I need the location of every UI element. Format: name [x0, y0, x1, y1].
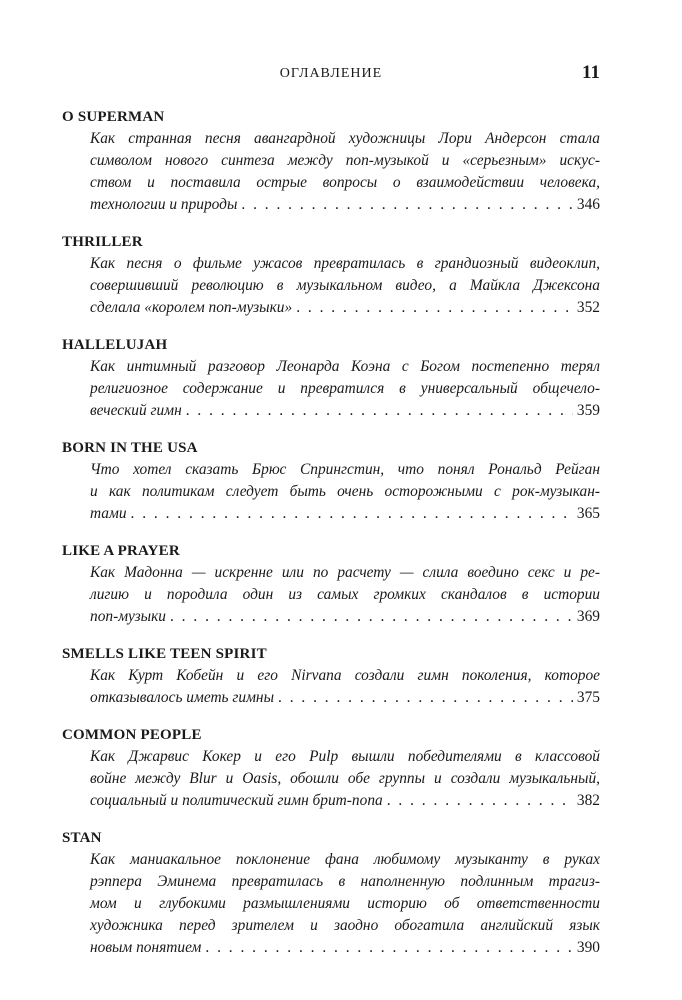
toc-entry-title: STAN — [62, 830, 102, 846]
description-last-line — [90, 194, 600, 216]
description-line: новым понятием — [90, 939, 202, 956]
toc-page-number: 390 — [576, 939, 600, 956]
description-line: войне между Blur и Oasis, обошли обе группы и создали музыкальный, — [90, 770, 600, 787]
toc-entry[interactable] — [62, 724, 600, 812]
toc-page-number: 382 — [576, 792, 600, 809]
toc-entry-title: BORN IN THE USA — [62, 440, 198, 456]
toc-entry-title: O SUPERMAN — [62, 109, 165, 125]
description-last-line — [90, 503, 600, 525]
description-line: мом и глубокими размышлениями историю об ответственности — [90, 895, 600, 912]
description-line: Как странная песня авангардной художницы Лори Андерсон стала — [90, 130, 600, 147]
dot-leader — [296, 297, 573, 319]
description-line: сделала «королем поп-музыки» — [90, 299, 293, 316]
description-line: технологии и природы — [90, 196, 238, 213]
toc-page-number: 365 — [576, 505, 600, 522]
description-line: Как интимный разговор Леонарда Коэна с Богом постепенно терял — [90, 358, 600, 375]
page-number: 11 — [582, 62, 600, 83]
description-line: Как Джарвис Кокер и его Pulp вышли победителями в классовой — [90, 748, 600, 765]
dot-leader — [186, 400, 573, 422]
description-line: ством и поставила острые вопросы о взаимодействии человека, — [90, 174, 600, 191]
description-line: религиозное содержание и превратился в универсальный общечело- — [90, 380, 600, 397]
description-line: символом нового синтеза между поп-музыкой и «серьезным» искус- — [90, 152, 600, 169]
dot-leader — [241, 194, 573, 216]
toc-entry-title: COMMON PEOPLE — [62, 727, 202, 743]
description-line: совершивший революцию в музыкальном видео, а Майкла Джексона — [90, 277, 600, 294]
dot-leader — [278, 687, 573, 709]
description-line: социальный и политический гимн брит-попа — [90, 792, 383, 809]
running-title: ОГЛАВЛЕНИЕ — [279, 66, 383, 81]
toc-entry[interactable] — [62, 106, 600, 216]
description-line: Как маниакальное поклонение фана любимому музыканту в руках — [90, 851, 600, 868]
toc-entry[interactable] — [62, 437, 600, 525]
description-line: отказывалось иметь гимны — [90, 689, 274, 706]
description-line: поп-музыки — [90, 608, 166, 625]
toc-entry-title: SMELLS LIKE TEEN SPIRIT — [62, 646, 267, 662]
description-last-line — [90, 790, 600, 812]
toc-page-number: 359 — [576, 402, 600, 419]
toc-entry-title: HALLELUJAH — [62, 337, 168, 353]
description-line: художника перед зрителем и заодно обогатила английский язык — [90, 917, 600, 934]
dot-leader — [387, 790, 573, 812]
description-line: рэппера Эминема превратилась в наполненную подлинным трагиз- — [90, 873, 600, 890]
description-last-line — [90, 606, 600, 628]
description-last-line — [90, 687, 600, 709]
toc-entry[interactable] — [62, 540, 600, 628]
description-line: и как политикам следует быть очень осторожными с рок-музыкан- — [90, 483, 600, 500]
table-of-contents — [62, 106, 600, 974]
description-last-line — [90, 400, 600, 422]
toc-entry-description — [90, 562, 600, 628]
toc-entry[interactable] — [62, 231, 600, 319]
toc-entry[interactable] — [62, 334, 600, 422]
toc-entry-description — [90, 849, 600, 959]
running-head — [62, 62, 600, 86]
toc-entry[interactable] — [62, 827, 600, 959]
toc-page-number: 369 — [576, 608, 600, 625]
description-last-line — [90, 297, 600, 319]
toc-entry-description — [90, 665, 600, 709]
dot-leader — [205, 937, 573, 959]
toc-entry-description — [90, 128, 600, 216]
toc-page-number: 375 — [576, 689, 600, 706]
toc-entry-title: LIKE A PRAYER — [62, 543, 180, 559]
description-line: лигию и породила один из самых громких скандалов в истории — [90, 586, 600, 603]
toc-entry[interactable] — [62, 643, 600, 709]
description-line: тами — [90, 505, 127, 522]
description-last-line — [90, 937, 600, 959]
description-line: Как песня о фильме ужасов превратилась в грандиозный видеоклип, — [90, 255, 600, 272]
description-line: веческий гимн — [90, 402, 182, 419]
description-line: Как Мадонна — искренне или по расчету — слила воедино секс и ре- — [90, 564, 600, 581]
toc-page-number: 346 — [576, 196, 600, 213]
dot-leader — [170, 606, 573, 628]
toc-entry-description — [90, 746, 600, 812]
toc-entry-description — [90, 356, 600, 422]
toc-entry-description — [90, 459, 600, 525]
description-line: Что хотел сказать Брюс Спрингстин, что понял Рональд Рейган — [90, 461, 600, 478]
toc-entry-description — [90, 253, 600, 319]
toc-page-number: 352 — [576, 299, 600, 316]
toc-entry-title: THRILLER — [62, 234, 143, 250]
dot-leader — [131, 503, 573, 525]
description-line: Как Курт Кобейн и его Nirvana создали гимн поколения, которое — [90, 667, 600, 684]
